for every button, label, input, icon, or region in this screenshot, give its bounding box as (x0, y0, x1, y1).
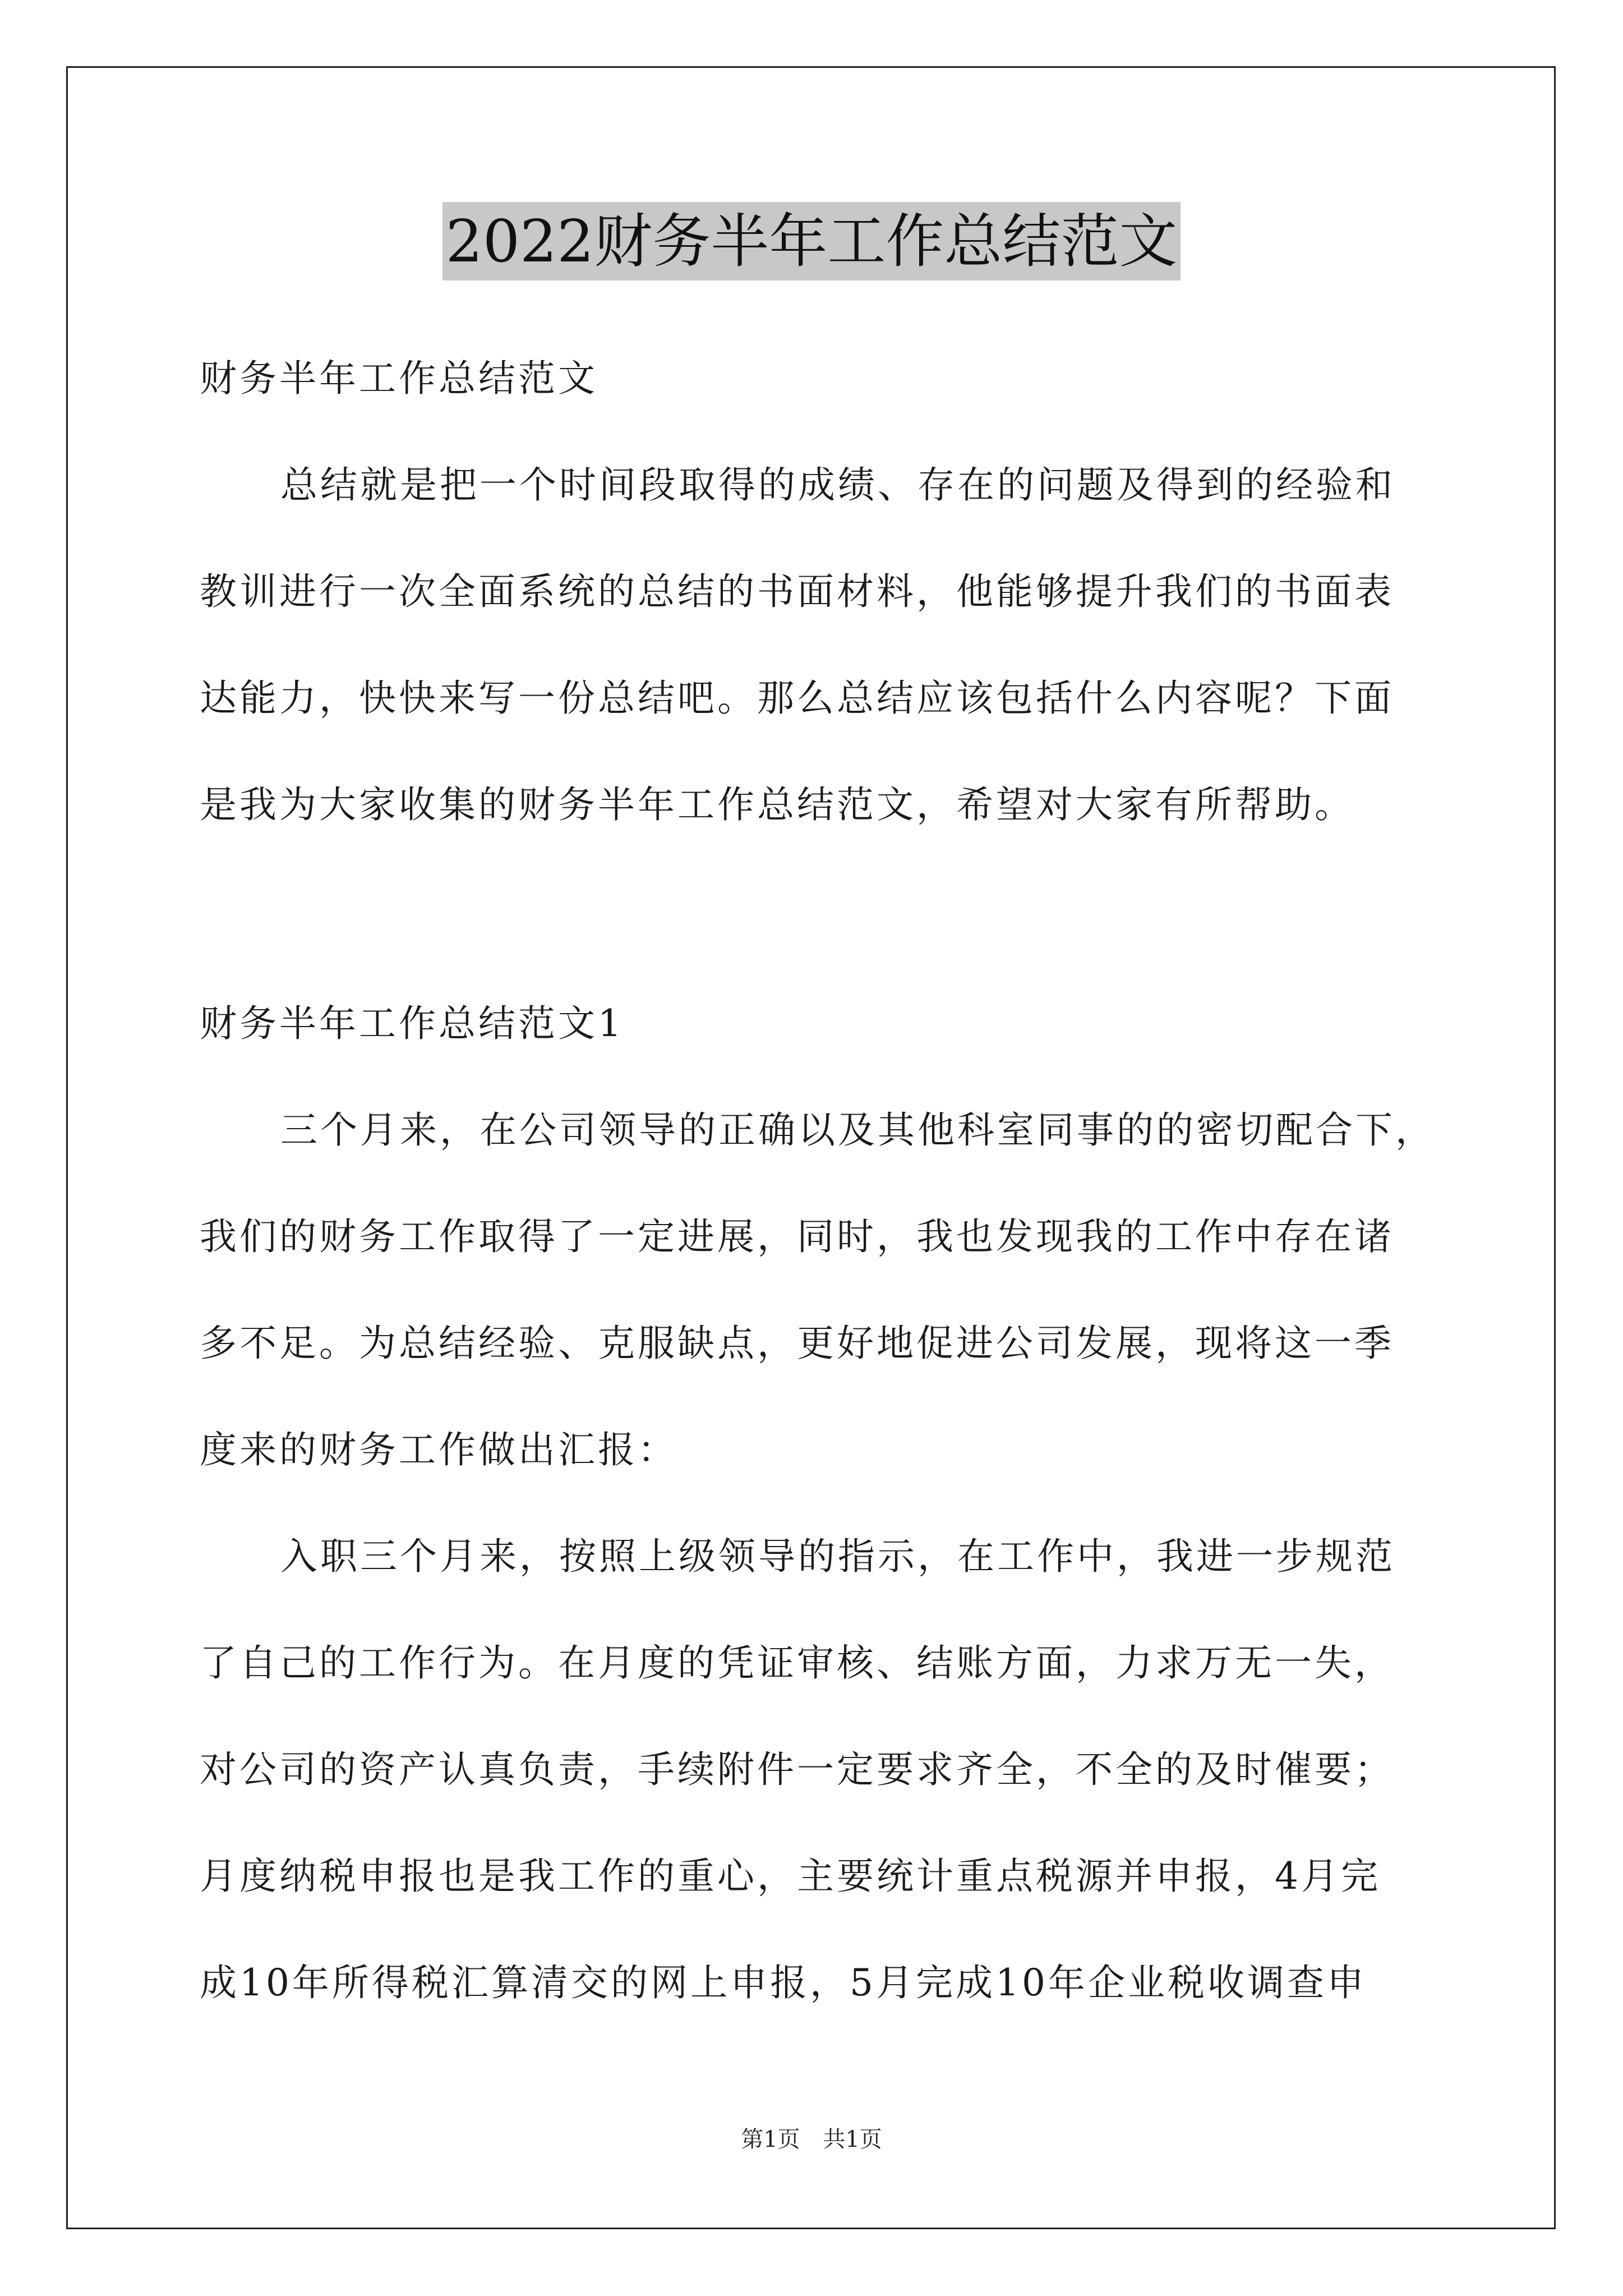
title-wrap (0, 202, 1623, 280)
intro-line: 达能力，快快来写一份总结吧。那么总结应该包括什么内容呢？下面 (200, 677, 1394, 720)
paragraph-line: 入职三个月来，按照上级领导的指示，在工作中，我进一步规范 (280, 1535, 1395, 1578)
paragraph-line: 了自己的工作行为。在月度的凭证审核、结账方面，力求万无一失， (200, 1641, 1394, 1685)
document-title: 2022财务半年工作总结范文 (442, 202, 1181, 280)
page-footer (0, 2124, 1623, 2155)
intro-line: 总结就是把一个时间段取得的成绩、存在的问题及得到的经验和 (280, 463, 1395, 507)
paragraph-line: 对公司的资产认真负责，手续附件一定要求齐全，不全的及时催要； (200, 1748, 1394, 1791)
paragraph-line: 多不足。为总结经验、克服缺点，更好地促进公司发展，现将这一季 (200, 1322, 1394, 1365)
page-number-total: 共1页 (823, 2127, 882, 2152)
document-subtitle: 财务半年工作总结范文 (200, 357, 598, 400)
paragraph-line: 我们的财务工作取得了一定进展，同时，我也发现我的工作中存在诸 (200, 1215, 1394, 1258)
intro-line: 是我为大家收集的财务半年工作总结范文，希望对大家有所帮助。 (200, 783, 1354, 826)
intro-line: 教训进行一次全面系统的总结的书面材料，他能够提升我们的书面表 (200, 570, 1394, 613)
paragraph-line: 成10年所得税汇算清交的网上申报，5月完成10年企业税收调查申 (200, 1961, 1367, 2004)
paragraph-line: 月度纳税申报也是我工作的重心，主要统计重点税源并申报，4月完 (200, 1855, 1381, 1898)
paragraph-line: 三个月来，在公司领导的正确以及其他科室同事的的密切配合下， (280, 1108, 1435, 1152)
paragraph-line: 度来的财务工作做出汇报： (200, 1428, 677, 1471)
section-heading: 财务半年工作总结范文1 (200, 1002, 624, 1045)
page-number-current: 第1页 (741, 2127, 800, 2152)
